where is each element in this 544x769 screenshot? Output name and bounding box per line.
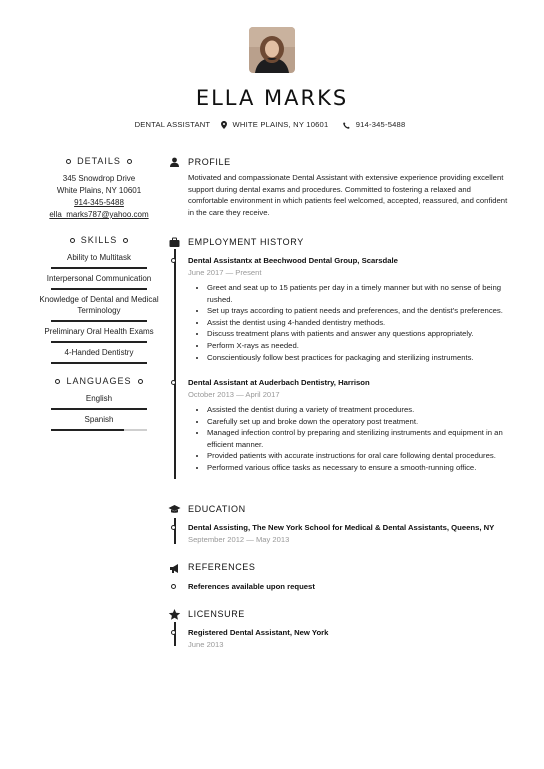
skill-label: Ability to Multitask [66, 253, 132, 262]
job-bullet: • Greet and seat up to 15 patients per day in a timely manner but with no sense of being rushed. [207, 282, 525, 305]
licensure-title: Registered Dental Assistant, New York [188, 628, 329, 637]
skill-item [37, 290, 161, 322]
education-dates: September 2012 — May 2013 [188, 535, 290, 544]
languages-heading [37, 376, 161, 386]
job-2-bullets [196, 404, 525, 474]
email-link[interactable]: ella_marks787@yahoo.com [49, 210, 149, 219]
skills-heading-text: SKILLS [80, 235, 118, 245]
job-bullet: • Assist the dentist using 4-handed dentistry methods. [207, 317, 525, 329]
job-bullet: • Provided patients with accurate instructions for oral care following dental procedures. [207, 450, 525, 462]
header-phone [343, 120, 410, 129]
job-title: DENTAL ASSISTANT [134, 120, 211, 129]
heading-dot-icon [70, 238, 75, 243]
job-bullet: • Performed various office tasks as necessary to ensure a smooth-running office. [207, 462, 525, 474]
timeline-dot-icon [171, 258, 176, 263]
job-bullet: • Set up trays according to patient needs and preferences, and the dentist's preferences. [207, 305, 525, 317]
licensure-heading: LICENSURE [188, 609, 245, 619]
header-location-text: WHITE PLAINS, NY 10601 [232, 120, 329, 129]
skill-item [37, 269, 161, 290]
details-heading-text: DETAILS [77, 156, 121, 166]
languages-heading-text: LANGUAGES [66, 376, 132, 386]
graduation-cap-icon [168, 503, 181, 516]
briefcase-icon [168, 236, 181, 249]
skill-item [37, 343, 161, 364]
address-line-1: 345 Snowdrop Drive [62, 174, 136, 183]
heading-dot-icon [127, 159, 132, 164]
education-heading: EDUCATION [188, 504, 246, 514]
details-heading [37, 156, 161, 166]
job-bullet: • Conscientiously follow best practices for packaging and sterilizing instruments. [207, 352, 525, 364]
job-bullet: • Assisted the dentist during a variety of treatment procedures. [207, 404, 525, 416]
job-1-title: Dental Assistantx at Beechwood Dental Group, Scarsdale [188, 256, 398, 265]
language-level-bar [51, 429, 147, 431]
phone-icon [343, 122, 350, 129]
profile-photo [249, 27, 295, 73]
heading-dot-icon [123, 238, 128, 243]
profile-text: Motivated and compassionate Dental Assistant with extensive experience providing excellent support during dental exams and procedures. Committed to fostering a relaxed and comfortable environment in which patients feel welcomed, accepted, reassured, and confident in the care they receive. [188, 173, 508, 217]
person-icon [168, 156, 181, 169]
skills-list [37, 248, 161, 364]
left-column [37, 156, 161, 431]
employment-timeline [174, 249, 176, 479]
phone-link[interactable]: 914-345-5488 [74, 198, 124, 207]
references-text: References available upon request [188, 582, 315, 591]
skill-label: Knowledge of Dental and Medical Terminology [39, 295, 159, 315]
star-icon [168, 608, 181, 621]
skill-label: Preliminary Oral Health Exams [44, 327, 154, 336]
job-bullet: • Perform X-rays as needed. [207, 340, 525, 352]
job-bullet: • Managed infection control by preparing and sterilizing instruments and equipment in an efficient manner. [207, 427, 525, 450]
header-subline [0, 120, 544, 129]
location-pin-icon [221, 121, 227, 129]
profile-heading: PROFILE [188, 157, 231, 167]
language-item [37, 410, 161, 431]
details-block [37, 173, 161, 221]
language-item [37, 389, 161, 410]
job-1-bullets [196, 282, 525, 363]
employment-heading: EMPLOYMENT HISTORY [188, 237, 304, 247]
skill-item [37, 248, 161, 269]
references-heading: REFERENCES [188, 562, 256, 572]
header-phone-text: 914-345-5488 [355, 120, 406, 129]
address-line-2: White Plains, NY 10601 [56, 186, 142, 195]
job-1-dates: June 2017 — Present [188, 268, 262, 277]
education-title: Dental Assisting, The New York School for Medical & Dental Assistants, Queens, NY [188, 523, 495, 532]
skill-level-bar [51, 362, 147, 364]
skill-label: 4-Handed Dentistry [64, 348, 134, 357]
job-2-title: Dental Assistant at Auderbach Dentistry, Harrison [188, 378, 370, 387]
megaphone-icon [168, 562, 181, 575]
timeline-dot-icon [171, 380, 176, 385]
timeline-dot-icon [171, 525, 176, 530]
job-bullet: • Carefully set up and broke down the operatory post treatment. [207, 416, 525, 428]
language-label: Spanish [84, 415, 114, 424]
education-timeline [174, 518, 176, 544]
job-bullet: • Discuss treatment plans with patients and answer any questions appropriately. [207, 328, 525, 340]
heading-dot-icon [55, 379, 60, 384]
languages-list [37, 389, 161, 431]
timeline-dot-icon [171, 584, 176, 589]
header-location [221, 120, 335, 129]
candidate-name: ELLA MARKS [195, 86, 349, 110]
skills-heading [37, 235, 161, 245]
heading-dot-icon [66, 159, 71, 164]
licensure-dates: June 2013 [188, 640, 224, 649]
language-label: English [85, 394, 113, 403]
timeline-dot-icon [171, 630, 176, 635]
skill-item [37, 322, 161, 343]
skill-label: Interpersonal Communication [46, 274, 152, 283]
heading-dot-icon [138, 379, 143, 384]
job-2-dates: October 2013 — April 2017 [188, 390, 280, 399]
